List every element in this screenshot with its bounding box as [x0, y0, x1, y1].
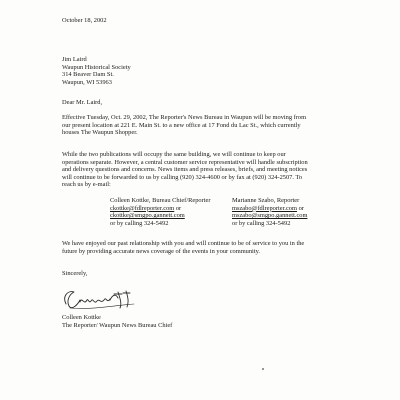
contact-title: Marianne Szabo, Reporter: [232, 197, 300, 204]
recipient-city: Waupun, WI 53963: [62, 78, 112, 86]
paper-speck: [262, 368, 264, 370]
closing: Sincerely,: [62, 270, 88, 277]
or-text: or: [174, 204, 182, 212]
paragraph-line: We have enjoyed our past relationship with you and will continue to be of service to you in the: [62, 240, 305, 247]
paragraph-3: [62, 240, 380, 255]
contact-phone: or by calling 324-5492: [110, 219, 169, 227]
signature-name: Colleen Kottke: [62, 314, 101, 321]
or-text: or: [296, 204, 304, 212]
email-link-szabo-fdl[interactable]: mszabo@fdlreporter.com: [232, 204, 297, 212]
contact-title: Colleen Kottke, Bureau Chief/Reporter: [110, 197, 211, 204]
email-link-szabo-gannett[interactable]: mszabo@smgpo.gannett.com: [232, 212, 308, 220]
email-link-kottke-gannett[interactable]: ckottke@smgpo.gannett.com: [110, 212, 185, 220]
email-link-kottke-fdl[interactable]: ckottke@fdlreporter.com: [110, 204, 175, 212]
recipient-street: 314 Beaver Dam St.: [62, 71, 114, 79]
paragraph-line: Effective Tuesday, Oct. 29, 2002, The Reporter's News Bureau in Waupun will be moving from: [62, 114, 307, 121]
signature-title: The Reporter/ Waupun News Bureau Chief: [62, 322, 173, 329]
contact-phone: or by calling 324-5492: [232, 219, 291, 227]
paragraph-line: will continue to be forwarded to us by calling (920) 324-4600 or by fax at (920) 324-2507. To: [62, 173, 303, 181]
contact-szabo: [232, 197, 307, 227]
paragraph-line: operations separate. However, a central customer service representative will handle subscription: [62, 158, 308, 166]
contact-kottke: [110, 197, 210, 227]
paragraph-line: houses The Waupun Shopper.: [62, 129, 138, 137]
handwritten-signature: [60, 286, 140, 314]
letter-date: October 18, 2002: [62, 17, 107, 24]
recipient-name: Jim Laird: [62, 56, 87, 63]
paragraph-1: [62, 114, 380, 137]
paragraph-2: [62, 151, 380, 189]
paragraph-line: our present location at 221 E. Main St. to a new office at 17 Fond du Lac St., which currently: [62, 121, 301, 129]
paragraph-line: future by providing accurate news coverage of the events in your community.: [62, 247, 260, 255]
paragraph-line: and delivery questions and concerns. News items and press releases, briefs, and meeting notices: [62, 166, 308, 174]
paragraph-line: reach us by e-mail:: [62, 181, 111, 189]
recipient-address: [62, 56, 131, 86]
salutation: Dear Mr. Laird,: [62, 99, 103, 106]
recipient-org: Waupun Historical Society: [62, 63, 131, 71]
paragraph-line: While the two publications will occupy the same building, we will continue to keep our: [62, 151, 286, 158]
